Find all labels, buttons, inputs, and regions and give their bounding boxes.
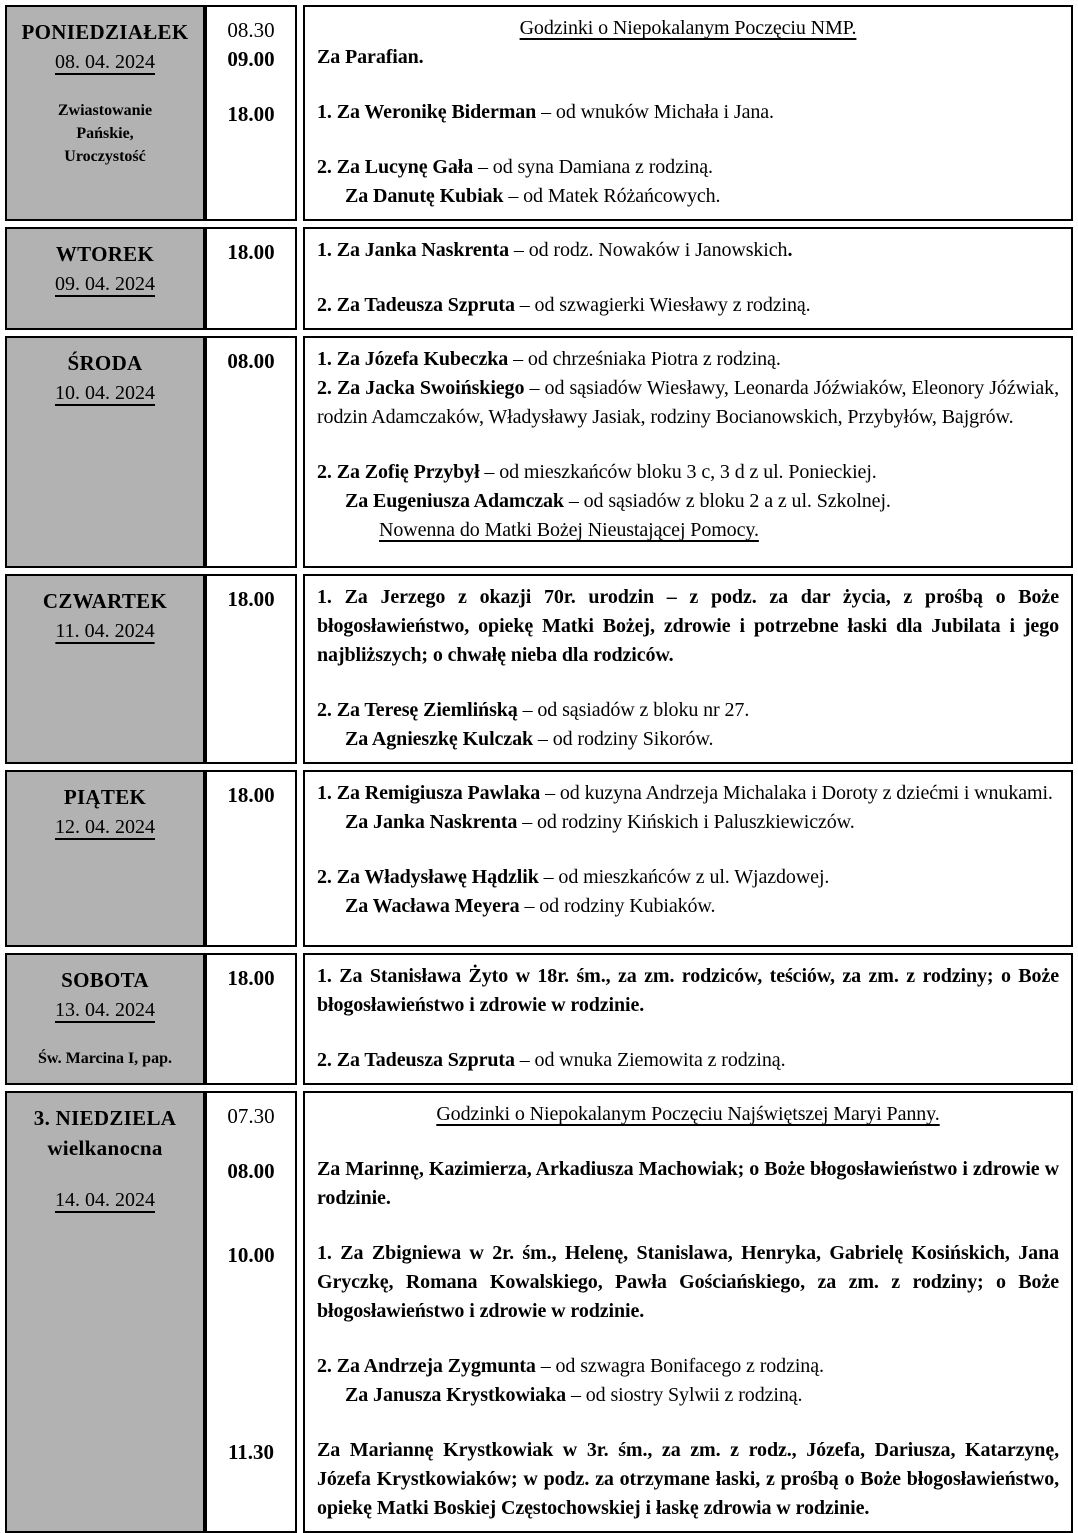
spacer	[7, 1163, 203, 1185]
intention-paragraph	[317, 98, 1059, 127]
mass-time: 18.00	[227, 587, 275, 611]
intentions-cell	[303, 227, 1073, 330]
mass-time: 09.00	[227, 47, 275, 71]
mass-time: 18.00	[227, 783, 275, 807]
feast-label: Zwiastowanie	[57, 102, 153, 119]
intention-text: – od mieszkańców bloku 3 c, 3 d z ul. Ponieckiej.	[479, 461, 877, 483]
intentions-cell	[303, 5, 1073, 221]
mass-time: 08.00	[227, 349, 275, 373]
day-cell	[5, 770, 205, 947]
intention-text: Za Mariannę Krystkowiak w 3r. śm., za zm. z rodz., Józefa, Dariusza, Katarzynę, Józefa Krystkowiaków; w podz. za otrzymane łaski, z prośbą o Boże błogosławieństwo, opiekę Matki Boskiej Częstochowskiej i łaskę zdrowia w rodzinie.	[317, 1439, 1059, 1519]
intentions-cell	[303, 770, 1073, 947]
day-date: 14. 04. 2024	[55, 1189, 155, 1211]
time-cell	[205, 770, 297, 947]
day-name: WTOREK	[55, 242, 155, 266]
day-name: SOBOTA	[61, 968, 149, 992]
intention-text: – od siostry Sylwii z rodziną.	[566, 1384, 803, 1406]
intention-text: Za Agnieszkę Kulczak	[345, 728, 534, 750]
feast-label: Pańskie,	[76, 125, 134, 142]
mass-time: 18.00	[227, 240, 275, 264]
intention-paragraph	[317, 863, 1059, 892]
day-cell	[5, 953, 205, 1085]
intention-text: 1. Za Jerzego z okazji 70r. urodzin – z podz. za dar życia, z prośbą o Boże błogosławieństwo, opiekę Matki Bożej, zdrowie i potrzebne łaski dla Jubilata i jego najbliższych; o chwałę nieba dla rodziców.	[317, 586, 1059, 666]
intention-text: Za Marinnę, Kazimierza, Arkadiusza Machowiak; o Boże błogosławieństwo i zdrowie w rodzinie.	[317, 1158, 1059, 1209]
intention-paragraph	[317, 1046, 1059, 1075]
mass-time: 18.00	[227, 966, 275, 990]
day-date: 11. 04. 2024	[55, 620, 155, 642]
intention-text: – od rodziny Kińskich i Paluszkiewiczów.	[517, 811, 855, 833]
day-date: 09. 04. 2024	[55, 273, 155, 295]
day-date: 08. 04. 2024	[55, 51, 155, 73]
intention-text: 2. Za Tadeusza Szpruta	[317, 1049, 515, 1071]
intention-paragraph	[317, 374, 1059, 432]
day-name: ŚRODA	[67, 351, 143, 375]
intention-text: – od sąsiadów z bloku nr 27.	[517, 699, 750, 721]
time-cell	[205, 227, 297, 330]
intention-text: 2. Za Teresę Ziemlińską	[317, 699, 518, 721]
day-date: 12. 04. 2024	[55, 816, 155, 838]
intention-text: 2. Za Władysławę Hądzlik	[317, 866, 539, 888]
intention-paragraph	[317, 291, 1059, 320]
day-date: 13. 04. 2024	[55, 999, 155, 1021]
intentions-cell	[303, 1091, 1073, 1533]
intention-text: Za Janka Naskrenta	[345, 811, 518, 833]
intention-text: 1. Za Zbigniewa w 2r. śm., Helenę, Stanislawa, Henryka, Gabrielę Kosińskich, Jana Gryczkę, Romana Kowalskiego, Pawła Gościańskiego, za zm. z rodziny; o Boże błogosławieństwo i zdrowie w rodzinie.	[317, 1242, 1059, 1322]
day-cell	[5, 5, 205, 221]
day-cell	[5, 1091, 205, 1533]
intention-text: Godzinki o Niepokalanym Poczęciu NMP.	[519, 17, 857, 39]
mass-time: 08.00	[227, 1159, 275, 1183]
spacer	[7, 77, 203, 99]
intention-paragraph	[317, 1155, 1059, 1213]
intention-paragraph	[317, 1352, 1059, 1381]
intention-text: .	[787, 239, 793, 261]
intention-paragraph	[317, 725, 1059, 754]
intention-text: – od rodz. Nowaków i Janowskich	[509, 239, 788, 261]
intention-text: – od mieszkańców z ul. Wjazdowej.	[538, 866, 830, 888]
intention-paragraph	[317, 779, 1059, 808]
intention-text: Za Parafian.	[317, 46, 424, 68]
intention-paragraph	[317, 182, 1059, 211]
intention-text: – od syna Damiana z rodziną.	[473, 156, 713, 178]
mass-time: 11.30	[227, 1440, 275, 1464]
mass-time: 08.30	[227, 18, 275, 42]
intention-text: – od rodziny Sikorów.	[533, 728, 714, 750]
intention-text: Za Wacława Meyera	[345, 895, 520, 917]
intention-text: 2. Za Tadeusza Szpruta	[317, 294, 515, 316]
intention-text: – od Matek Różańcowych.	[503, 185, 721, 207]
intention-paragraph	[317, 892, 1059, 921]
intention-text: – od wnuków Michała i Jana.	[536, 101, 774, 123]
time-cell	[205, 1091, 297, 1533]
intention-paragraph	[317, 153, 1059, 182]
day-date: 10. 04. 2024	[55, 382, 155, 404]
intention-text: 1. Za Weronikę Biderman	[317, 101, 537, 123]
intentions-cell	[303, 953, 1073, 1085]
intention-paragraph	[317, 696, 1059, 725]
intentions-cell	[303, 574, 1073, 764]
time-cell	[205, 336, 297, 568]
intention-text: Godzinki o Niepokalanym Poczęciu Najświętszej Maryi Panny.	[436, 1103, 940, 1125]
intention-text: – od sąsiadów Wiesławy, Leonarda Jóźwiaków, Eleonory Jóźwiak, rodzin Adamczaków, Władysławy Jasiak, rodziny Bocianowskich, Przybyłów, Bajgrów.	[317, 377, 1059, 428]
intention-text: – od rodziny Kubiaków.	[519, 895, 716, 917]
intention-paragraph	[317, 345, 1059, 374]
day-name: wielkanocna	[47, 1136, 163, 1160]
time-cell	[205, 574, 297, 764]
intention-paragraph	[317, 487, 1059, 516]
intention-text: Za Janusza Krystkowiaka	[345, 1384, 567, 1406]
intention-text: – od wnuka Ziemowita z rodziną.	[514, 1049, 786, 1071]
intention-text: – od szwagra Bonifacego z rodziną.	[535, 1355, 824, 1377]
intention-text: – od chrześniaka Piotra z rodziną.	[508, 348, 781, 370]
intention-text: 1. Za Józefa Kubeczka	[317, 348, 509, 370]
intention-text: 2. Za Jacka Swoińskiego	[317, 377, 525, 399]
intention-text: – od sąsiadów z bloku 2 a z ul. Szkolnej.	[563, 490, 891, 512]
intention-text: – od kuzyna Andrzeja Michalaka i Doroty z dziećmi i wnukami.	[540, 782, 1053, 804]
feast-label: Uroczystość	[64, 148, 146, 165]
spacer	[7, 1025, 203, 1047]
intention-text: 2. Za Lucynę Gała	[317, 156, 474, 178]
intention-paragraph	[317, 808, 1059, 837]
intention-paragraph	[317, 583, 1059, 670]
schedule-row	[5, 5, 1073, 221]
intention-paragraph	[317, 14, 1059, 43]
mass-time: 10.00	[227, 1243, 275, 1267]
intention-paragraph	[317, 516, 1059, 545]
intention-text: 1. Za Janka Naskrenta	[317, 239, 510, 261]
intention-text: Za Danutę Kubiak	[345, 185, 504, 207]
schedule-row	[5, 574, 1073, 764]
intention-text: 1. Za Remigiusza Pawlaka	[317, 782, 541, 804]
mass-time: 07.30	[227, 1104, 275, 1128]
schedule-row	[5, 227, 1073, 330]
intention-text: 2. Za Andrzeja Zygmunta	[317, 1355, 536, 1377]
intention-text: Nowenna do Matki Bożej Nieustającej Pomocy.	[379, 519, 759, 541]
intention-paragraph	[317, 1239, 1059, 1326]
intention-text: 1. Za Stanisława Żyto w 18r. śm., za zm. rodziców, teściów, za zm. z rodziny; o Boże błogosławieństwo i zdrowie w rodzinie.	[317, 965, 1059, 1016]
intention-paragraph	[317, 236, 1059, 265]
day-cell	[5, 574, 205, 764]
day-cell	[5, 336, 205, 568]
schedule-row	[5, 336, 1073, 568]
day-name: 3. NIEDZIELA	[33, 1106, 177, 1130]
schedule-row	[5, 1091, 1073, 1533]
day-name: CZWARTEK	[42, 589, 168, 613]
intention-text: 2. Za Zofię Przybył	[317, 461, 480, 483]
intentions-cell	[303, 336, 1073, 568]
intention-paragraph	[317, 1381, 1059, 1410]
mass-time: 18.00	[227, 102, 275, 126]
day-cell	[5, 227, 205, 330]
intention-paragraph	[317, 43, 1059, 72]
day-name: PONIEDZIAŁEK	[21, 20, 189, 44]
feast-label: Św. Marcina I, pap.	[38, 1050, 172, 1067]
intention-text: Za Eugeniusza Adamczak	[345, 490, 564, 512]
intention-paragraph	[317, 1436, 1059, 1523]
schedule-row	[5, 770, 1073, 947]
time-cell	[205, 953, 297, 1085]
intention-text: – od szwagierki Wiesławy z rodziną.	[514, 294, 811, 316]
intention-paragraph	[317, 962, 1059, 1020]
time-cell	[205, 5, 297, 221]
day-name: PIĄTEK	[63, 785, 147, 809]
intention-paragraph	[317, 458, 1059, 487]
schedule-row	[5, 953, 1073, 1085]
intention-paragraph	[317, 1100, 1059, 1129]
